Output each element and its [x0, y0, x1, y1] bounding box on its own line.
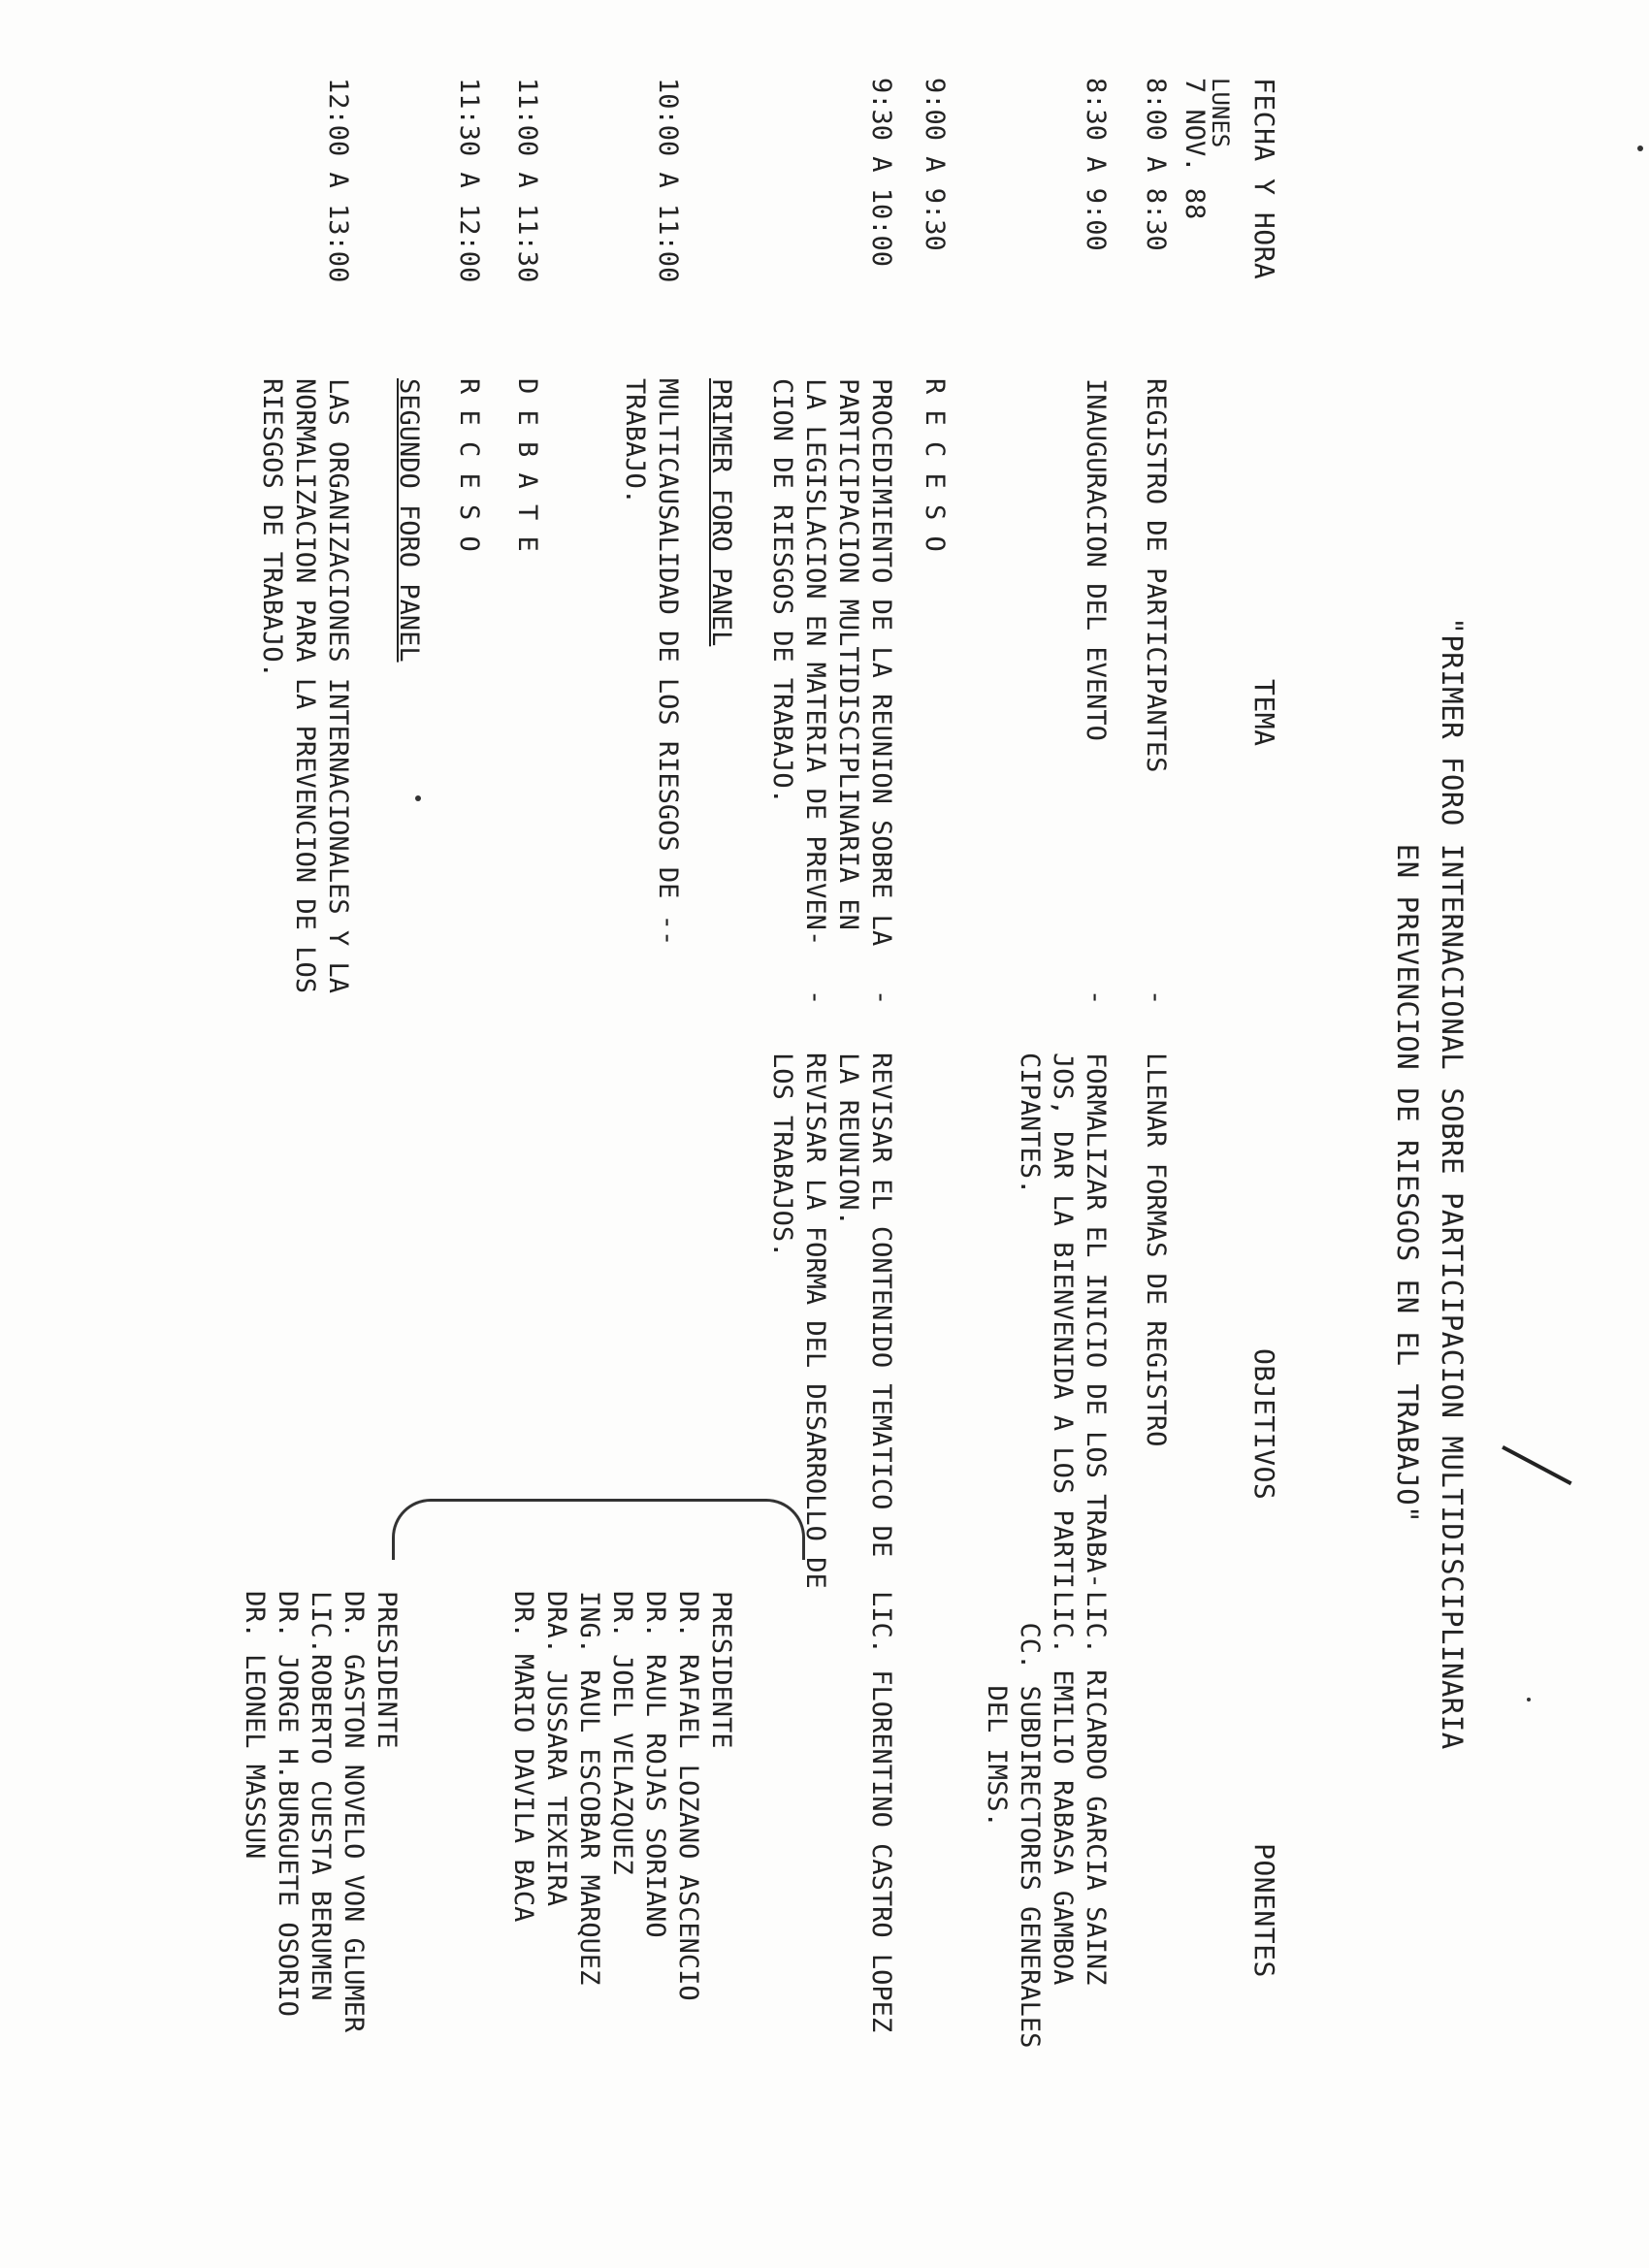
- title-line-1: "PRIMER FORO INTERNACIONAL SOBRE PARTICIPACION MULTIDISCIPLINARIA: [1436, 617, 1469, 1750]
- row-objetivos: - LLENAR FORMAS DE REGISTRO: [1141, 989, 1171, 1447]
- row-tema: D E B A T E: [512, 378, 542, 552]
- title-line-2: EN PREVENCION DE RIESGOS EN EL TRABAJO": [1391, 843, 1424, 1524]
- row-tema-heading: PRIMER FORO PANEL: [706, 378, 736, 647]
- row-time: 9:00 A 9:30: [920, 78, 950, 251]
- row-ponentes: PRESIDENTE DR. RAFAEL LOZANO ASCENCIO DR. RAUL ROJAS SORIANO DR. JOEL VELAZQUEZ ING. RAUL ESCOBAR MARQUEZ DRA. JUSSARA TEXEIRA DR. MARIO DAVILA BACA: [508, 1591, 736, 2001]
- header-tema: TEMA: [1248, 679, 1280, 747]
- row-time: 12:00 A 13:00: [323, 78, 353, 283]
- row-tema: PROCEDIMIENTO DE LA REUNION SOBRE LA PARTICIPACION MULTIDISCIPLINARIA EN LA LEGISLACION EN MATERIA DE PREVEN- CION DE RIESGOS DE TRABAJO.: [767, 378, 896, 947]
- row-time: 11:30 A 12:00: [454, 78, 484, 283]
- row-time: 11:00 A 11:30: [512, 78, 542, 283]
- scan-speck: [415, 795, 421, 801]
- row-ponentes: LIC. RICARDO GARCIA SAINZ LIC. EMILIO RABASA GAMBOA CC. SUBDIRECTORES GENERALES DEL IMSS.: [982, 1591, 1111, 2049]
- row-ponentes: LIC. FLORENTINO CASTRO LOPEZ: [866, 1591, 896, 2033]
- row-time: 8:00 A 8:30: [1141, 78, 1171, 251]
- row-tema-heading: SEGUNDO FORO PANEL: [394, 378, 424, 663]
- row-tema: MULTICAUSALIDAD DE LOS RIESGOS DE -- TRABAJO.: [620, 378, 683, 947]
- row-ponentes: PRESIDENTE DR. GASTON NOVELO VON GLUMER LIC.ROBERTO CUESTA BERUMEN DR. JORGE H.BURGUETE OSORIO DR. LEONEL MASSUN: [240, 1591, 402, 2033]
- header-ponentes: PONENTES: [1248, 1843, 1280, 1978]
- handwritten-bracket: [392, 1499, 805, 1560]
- day-date: 7 NOV. 88: [1180, 78, 1210, 220]
- scan-speck: [1637, 146, 1643, 151]
- day-weekday: LUNES: [1207, 78, 1234, 148]
- header-objetivos: OBJETIVOS: [1248, 1348, 1280, 1501]
- row-tema: R E C E S O: [454, 378, 484, 552]
- row-tema: R E C E S O: [920, 378, 950, 552]
- document-title: [1385, 504, 1474, 1863]
- row-time: 8:30 A 9:00: [1081, 78, 1111, 251]
- row-tema: LAS ORGANIZACIONES INTERNACIONALES Y LA NORMALIZACION PARA LA PREVENCION DE LOS RIESGOS DE TRABAJO.: [257, 378, 353, 993]
- row-time: 10:00 A 11:00: [653, 78, 683, 283]
- row-time: 9:30 A 10:00: [866, 78, 896, 268]
- row-objetivos: - REVISAR EL CONTENIDO TEMATICO DE LA REUNION. - REVISAR LA FORMA DEL DESARROLLO DE LOS TRABAJOS.: [767, 989, 896, 1589]
- pen-check-mark: [1502, 1445, 1572, 1485]
- row-objetivos: - FORMALIZAR EL INICIO DE LOS TRABA- JOS, DAR LA BIENVENIDA A LOS PARTI CIPANTES.: [1015, 989, 1111, 1589]
- row-tema: INAUGURACION DEL EVENTO: [1081, 378, 1111, 741]
- header-fecha: FECHA Y HORA: [1248, 78, 1280, 280]
- scan-speck: [1527, 1698, 1531, 1701]
- rotated-document: [146, 58, 1542, 2192]
- row-tema: REGISTRO DE PARTICIPANTES: [1141, 378, 1171, 773]
